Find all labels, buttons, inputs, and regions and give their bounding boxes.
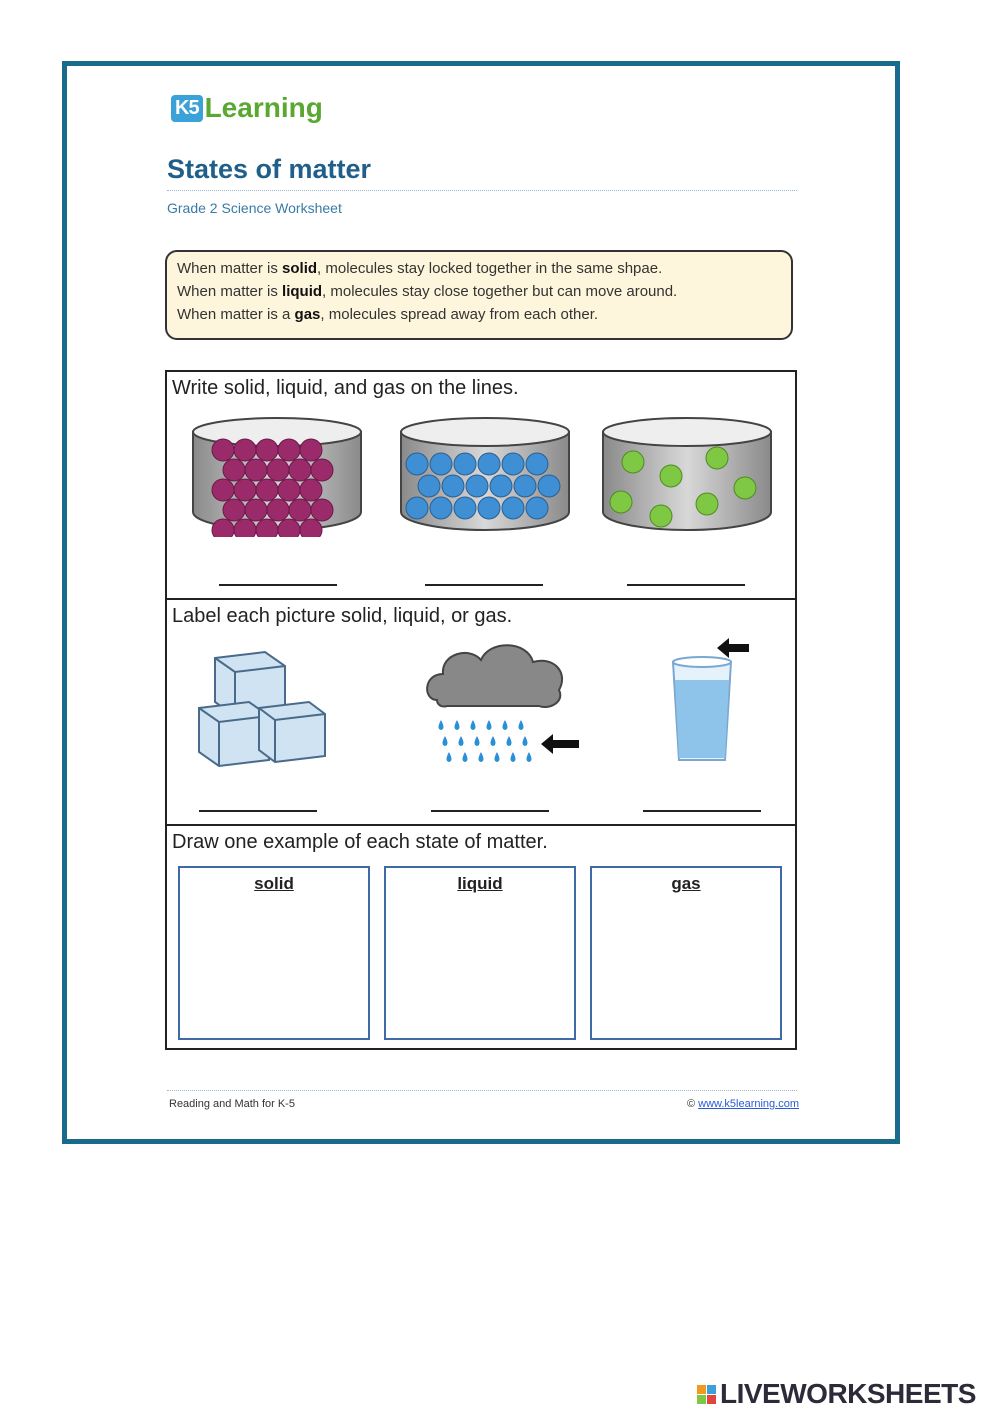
draw-box-solid[interactable] <box>178 866 370 1040</box>
info-line-liquid: When matter is liquid, molecules stay close together but can move around. <box>177 283 678 300</box>
gas-container-icon <box>597 412 777 537</box>
picture-answer-line-ice[interactable] <box>199 810 317 812</box>
ice-cubes-icon <box>195 644 330 770</box>
page-subtitle: Grade 2 Science Worksheet <box>167 200 342 216</box>
section3-instruction: Draw one example of each state of matter. <box>172 831 548 853</box>
section-draw <box>167 826 795 1048</box>
draw-box-gas[interactable] <box>590 866 782 1040</box>
liquid-container-icon <box>395 412 575 537</box>
page-title: States of matter <box>167 154 372 184</box>
glass-of-water-icon <box>659 630 769 780</box>
worksheet-frame <box>62 61 900 1144</box>
answer-line-solid[interactable] <box>219 584 337 586</box>
picture-answer-line-water[interactable] <box>643 810 761 812</box>
draw-box-label: liquid <box>457 874 503 893</box>
logo-wordmark: Learning <box>204 92 323 123</box>
info-line-gas: When matter is a gas, molecules spread away from each other. <box>177 306 599 323</box>
title-divider <box>167 190 797 191</box>
liveworksheets-wordmark: LIVEWORKSHEETS <box>720 1378 976 1409</box>
footer-link[interactable]: www.k5learning.com <box>698 1098 799 1110</box>
draw-box-label: gas <box>671 874 701 893</box>
footer-divider <box>167 1090 797 1091</box>
section-pictures <box>167 600 795 826</box>
section-molecules <box>167 372 795 600</box>
picture-answer-line-rain[interactable] <box>431 810 549 812</box>
liveworksheets-logo-icon <box>697 1385 716 1404</box>
logo-k5-badge: K5 <box>171 95 203 122</box>
exercise-area <box>165 370 797 1050</box>
draw-box-label: solid <box>254 874 294 893</box>
copyright-symbol: © <box>686 1098 696 1110</box>
liveworksheets-watermark <box>697 1378 976 1410</box>
solid-container-icon <box>187 412 367 537</box>
section2-instruction: Label each picture solid, liquid, or gas. <box>172 605 513 627</box>
footer-tagline: Reading and Math for K-5 <box>169 1098 295 1110</box>
info-line-solid: When matter is solid, molecules stay locked together in the same shpae. <box>177 260 663 277</box>
section1-instruction: Write solid, liquid, and gas on the lines. <box>172 377 519 399</box>
answer-line-liquid[interactable] <box>425 584 543 586</box>
answer-line-gas[interactable] <box>627 584 745 586</box>
footer-credit <box>687 1098 799 1110</box>
draw-box-liquid[interactable] <box>384 866 576 1040</box>
info-box <box>165 250 793 340</box>
k5-learning-logo <box>171 88 323 128</box>
rain-cloud-icon <box>423 636 583 776</box>
